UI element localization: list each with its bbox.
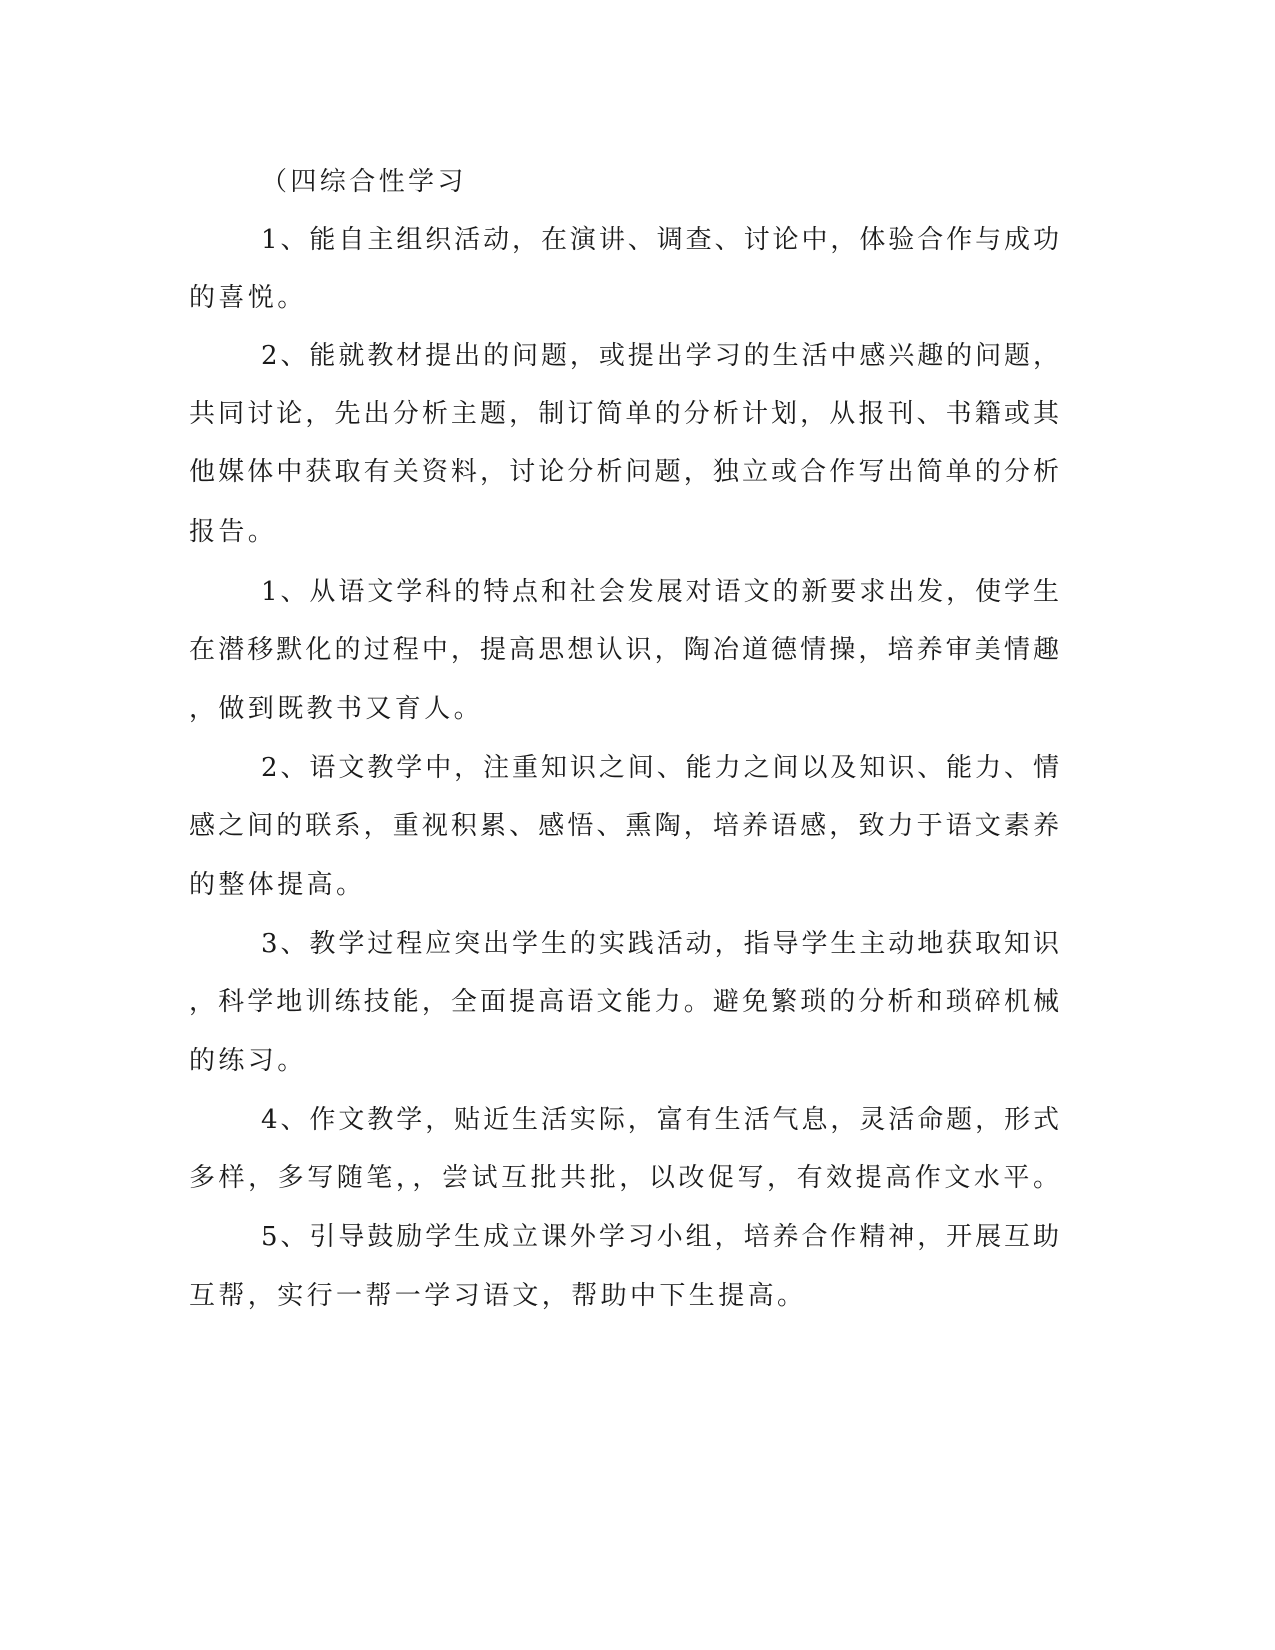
paragraph-line: 5、引导鼓励学生成立课外学习小组，培养合作精神，开展互助 (261, 1222, 1059, 1252)
paragraph-line: 1、能自主组织活动，在演讲、调查、讨论中，体验合作与成功 (261, 225, 1059, 255)
paragraph-line: 1、从语文学科的特点和社会发展对语文的新要求出发，使学生 (261, 577, 1059, 607)
paragraph-line: 3、教学过程应突出学生的实践活动，指导学生主动地获取知识 (261, 929, 1059, 959)
paragraph-line: ，做到既教书又育人。 (189, 694, 484, 724)
paragraph-line: 共同讨论，先出分析主题，制订简单的分析计划，从报刊、书籍或其 (189, 399, 1059, 429)
paragraph-line: 的练习。 (189, 1046, 307, 1076)
paragraph-line: 的整体提高。 (189, 870, 366, 900)
paragraph-line: 报告。 (189, 517, 278, 547)
paragraph-line: 2、语文教学中，注重知识之间、能力之间以及知识、能力、情 (261, 753, 1059, 783)
paragraph-line: ，科学地训练技能，全面提高语文能力。避免繁琐的分析和琐碎机械 (189, 987, 1059, 1017)
paragraph-line: 在潜移默化的过程中，提高思想认识，陶冶道德情操，培养审美情趣 (189, 635, 1059, 665)
paragraph-line: 感之间的联系，重视积累、感悟、熏陶，培养语感，致力于语文素养 (189, 811, 1059, 841)
section-heading: （四综合性学习 (261, 167, 467, 197)
paragraph-line: 2、能就教材提出的问题，或提出学习的生活中感兴趣的问题， (261, 341, 1059, 371)
paragraph-line: 互帮，实行一帮一学习语文，帮助中下生提高。 (189, 1281, 807, 1311)
paragraph-line: 4、作文教学，贴近生活实际，富有生活气息，灵活命题，形式 (261, 1105, 1059, 1135)
paragraph-line: 的喜悦。 (189, 283, 307, 313)
paragraph-line: 他媒体中获取有关资料，讨论分析问题，独立或合作写出简单的分析 (189, 457, 1059, 487)
paragraph-line: 多样，多写随笔，，尝试互批共批，以改促写，有效提高作文水平。 (189, 1163, 1059, 1193)
